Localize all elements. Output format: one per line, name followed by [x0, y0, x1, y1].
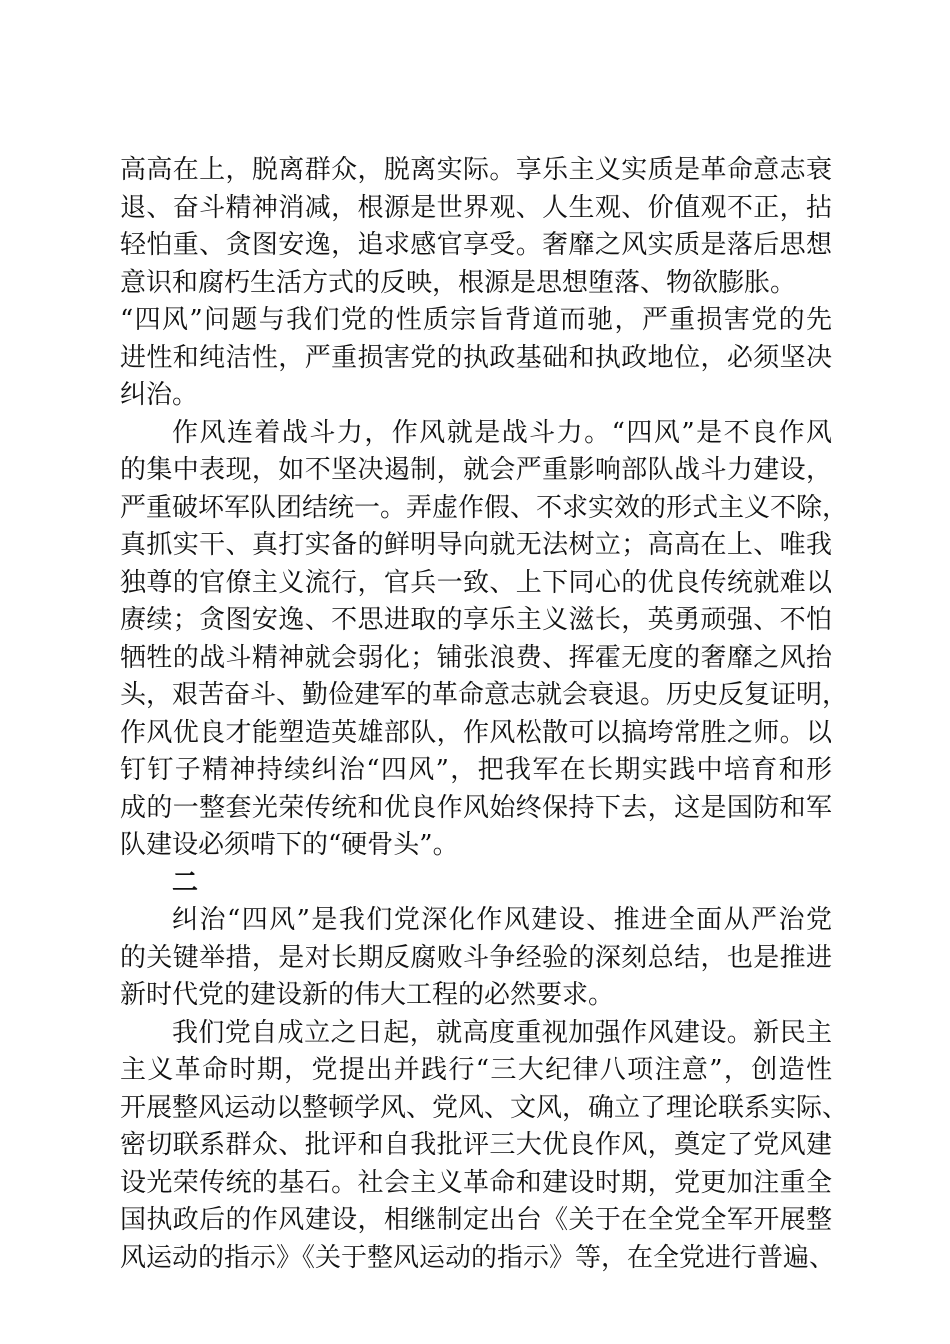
- text-line: 真抓实干、真打实备的鲜明导向就无法树立；高高在上、唯我: [120, 530, 832, 560]
- text-line: 密切联系群众、批评和自我批评三大优良作风，奠定了党风建: [120, 1130, 832, 1160]
- text-line: 成的一整套光荣传统和优良作风始终保持下去，这是国防和军: [120, 792, 832, 823]
- text-line: 作风优良才能塑造英雄部队，作风松散可以搞垮常胜之师。以: [120, 717, 832, 748]
- text-line: 严重破坏军队团结统一。弄虚作假、不求实效的形式主义不除，: [120, 492, 849, 523]
- paragraph-1: [120, 152, 832, 415]
- text-line: 新时代党的建设新的伟大工程的必然要求。: [120, 980, 615, 1010]
- text-line: 赓续；贪图安逸、不思进取的享乐主义滋长，英勇顽强、不怕: [120, 605, 832, 635]
- document-page: [120, 152, 849, 1277]
- text-line: 作风连着战斗力，作风就是战斗力。“四风”是不良作风: [172, 417, 832, 448]
- paragraph-2: [120, 415, 849, 865]
- text-line: 退、奋斗精神消减，根源是世界观、人生观、价值观不正，拈: [120, 192, 832, 223]
- text-line: 独尊的官僚主义流行，官兵一致、上下同心的优良传统就难以: [120, 567, 832, 598]
- text-line: 开展整风运动以整顿学风、党风、文风，确立了理论联系实际、: [120, 1092, 849, 1123]
- text-line: 纠治。: [120, 380, 199, 410]
- text-line: 的关键举措，是对长期反腐败斗争经验的深刻总结，也是推进: [120, 942, 832, 973]
- text-line: 进性和纯洁性，严重损害党的执政基础和执政地位，必须坚决: [120, 342, 832, 373]
- text-line: 意识和腐朽生活方式的反映，根源是思想堕落、物欲膨胀。: [120, 267, 797, 298]
- text-line: 国执政后的作风建设，相继制定出台《关于在全党全军开展整: [120, 1205, 832, 1235]
- paragraph-4: [120, 1015, 849, 1278]
- text-line: 轻怕重、贪图安逸，追求感官享受。奢靡之风实质是落后思想: [120, 230, 832, 260]
- text-line: 纠治“四风”是我们党深化作风建设、推进全面从严治党: [172, 905, 832, 935]
- text-line: 高高在上，脱离群众，脱离实际。享乐主义实质是革命意志衰: [120, 155, 832, 185]
- text-line: 牺牲的战斗精神就会弱化；铺张浪费、挥霍无度的奢靡之风抬: [120, 642, 832, 673]
- paragraph-3: [120, 902, 832, 1015]
- text-line: 设光荣传统的基石。社会主义革命和建设时期，党更加注重全: [120, 1167, 832, 1198]
- section-heading: 二: [172, 867, 199, 898]
- text-line: 风运动的指示》《关于整风运动的指示》等，在全党进行普遍、: [120, 1242, 836, 1273]
- text-line: 的集中表现，如不坚决遏制，就会严重影响部队战斗力建设，: [120, 455, 832, 485]
- text-line: “四风”问题与我们党的性质宗旨背道而驰，严重损害党的先: [120, 305, 832, 335]
- text-line: 主义革命时期，党提出并践行“三大纪律八项注意”，创造性: [120, 1055, 832, 1085]
- text-line: 我们党自成立之日起，就高度重视加强作风建设。新民主: [172, 1017, 832, 1048]
- text-line: 队建设必须啃下的“硬骨头”。: [120, 830, 459, 860]
- text-line: 头，艰苦奋斗、勤俭建军的革命意志就会衰退。历史反复证明，: [120, 680, 849, 710]
- text-line: 钉钉子精神持续纠治“四风”，把我军在长期实践中培育和形: [120, 755, 832, 785]
